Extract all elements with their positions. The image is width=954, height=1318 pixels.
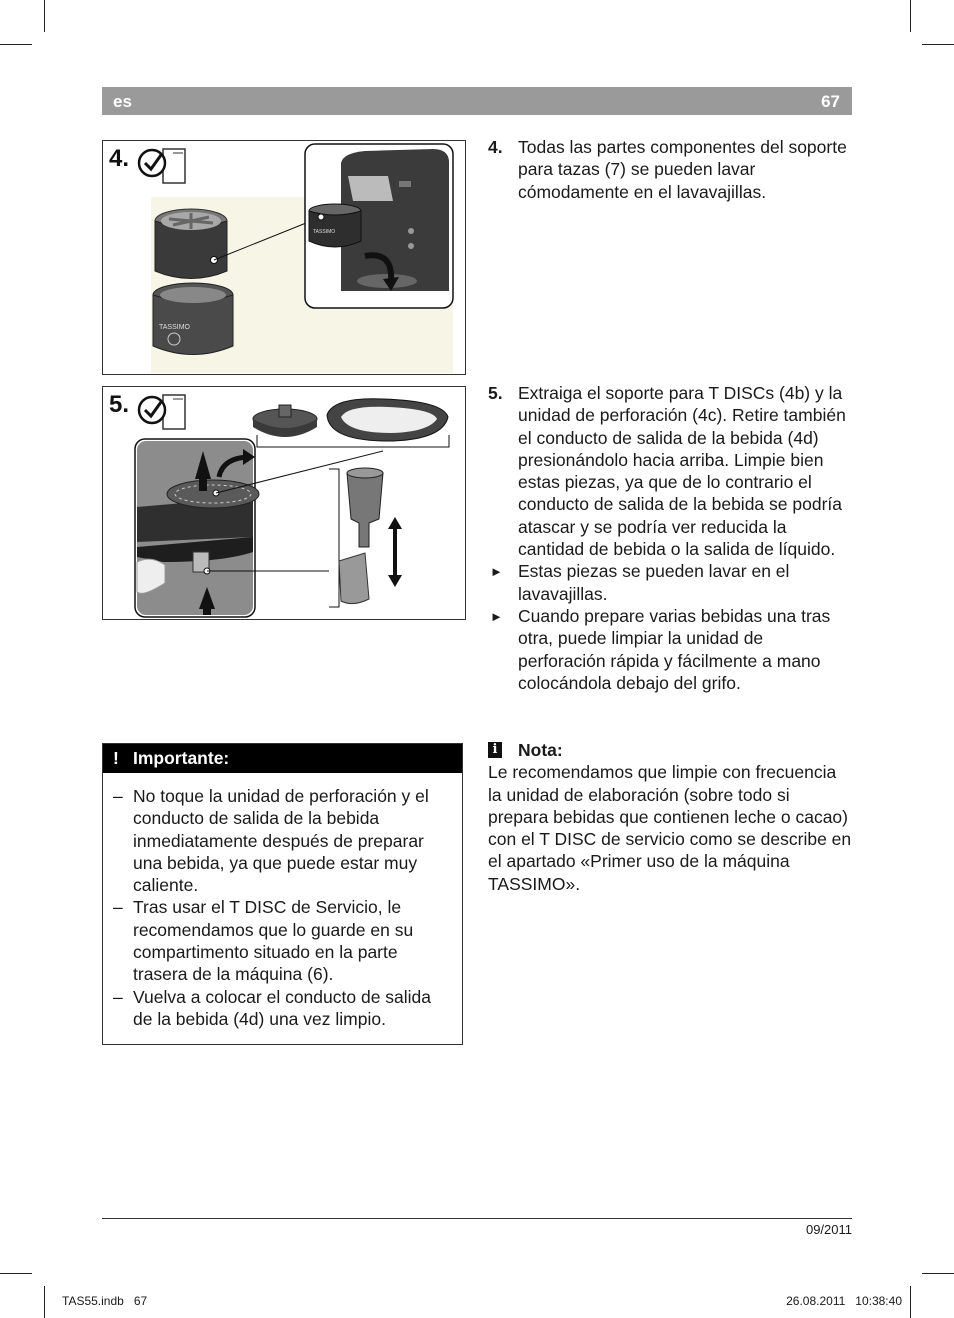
step-number: 4.: [488, 137, 503, 157]
language-code: es: [113, 92, 132, 111]
crop-mark: [44, 0, 45, 32]
crop-mark: [0, 44, 32, 45]
dash-marker: –: [113, 786, 123, 806]
figure-step-label: 4.: [109, 145, 130, 172]
print-slug-timestamp: 26.08.2011 10:38:40: [786, 1294, 902, 1308]
figure-step-4: [102, 140, 466, 375]
note-title: Nota:: [518, 740, 563, 760]
warning-exclamation-icon: !: [113, 748, 119, 768]
important-item: [113, 785, 454, 896]
note-heading: [488, 739, 853, 761]
important-item-text: No toque la unidad de perforación y el conducto de salida de la bebida inmediatamente después de preparar una bebida, ya que puede estar muy caliente.: [133, 786, 429, 896]
footer-date: 09/2011: [805, 1222, 852, 1237]
figure-step-label: 5.: [109, 391, 130, 418]
illustration-cup-holder-parts: [103, 141, 465, 374]
bullet-item: [488, 605, 853, 694]
step-5-block: [488, 382, 853, 694]
bullet-triangle-icon: ►: [490, 564, 503, 580]
important-header: [103, 744, 462, 773]
step-text: Todas las partes componentes del soporte para tazas (7) se pueden lavar cómodamente en el lavavajillas.: [518, 137, 847, 202]
print-slug-file: TAS55.indb 67: [62, 1294, 148, 1308]
important-item: [113, 896, 454, 985]
page-number: 67: [821, 92, 840, 111]
crop-mark: [922, 1273, 954, 1274]
crop-mark: [0, 1273, 32, 1274]
illustration-tdisc-holder-removal: [103, 387, 465, 619]
step-number: 5.: [488, 383, 503, 403]
important-list: [113, 785, 454, 1030]
step-item: [488, 382, 853, 560]
dash-marker: –: [113, 897, 123, 918]
footer-divider: [102, 1218, 852, 1219]
bullet-text: Cuando prepare varias bebidas una tras otra, puede limpiar la unidad de perforación rápida y fácilmente a mano colocándola debajo del grifo.: [518, 605, 831, 693]
figure-logo-text-small: TASSIMO: [313, 229, 336, 235]
important-title: Importante:: [133, 748, 230, 768]
bullet-triangle-icon: ►: [490, 608, 503, 624]
figure-step-5: [102, 386, 466, 620]
important-box: [102, 743, 463, 1045]
crop-mark: [910, 0, 911, 32]
important-item-text: Vuelva a colocar el conducto de salida de la bebida (4d) una vez limpio.: [133, 986, 432, 1029]
step-text: Extraiga el soporte para T DISCs (4b) y la unidad de perforación (4c). Retire también el conducto de salida de la bebida (4d) presionándolo hacia arriba. Limpie bien estas piezas, ya que de lo contrario el conducto de salida de la bebida se podría atascar y se podría ver reducida la cantidad de bebida o la salida de líquido.: [518, 383, 846, 560]
note-text: Le recomendamos que limpie con frecuencia la unidad de elaboración (sobre todo si prepara bebidas que contienen leche o cacao) con el T DISC de servicio como se describe en el apartado «Primer uso de la máquina TASSIMO».: [488, 762, 852, 894]
important-item: [113, 986, 454, 1031]
page-header: [102, 87, 852, 115]
important-item-text: Tras usar el T DISC de Servicio, le recomendamos que lo guarde en su compartimento situado en la parte trasera de la máquina (6).: [133, 897, 414, 985]
dash-marker: –: [113, 986, 123, 1007]
note-block: [488, 739, 853, 895]
step-4-block: [488, 136, 853, 203]
bullet-item: [488, 560, 853, 605]
crop-mark: [44, 1286, 45, 1318]
crop-mark: [910, 1286, 911, 1318]
figure-logo-text: TASSIMO: [159, 324, 190, 331]
crop-mark: [922, 44, 954, 45]
step-item: [488, 136, 853, 203]
info-icon: i: [488, 742, 502, 758]
bullet-text: Estas piezas se pueden lavar en el lavavajillas.: [518, 561, 790, 604]
